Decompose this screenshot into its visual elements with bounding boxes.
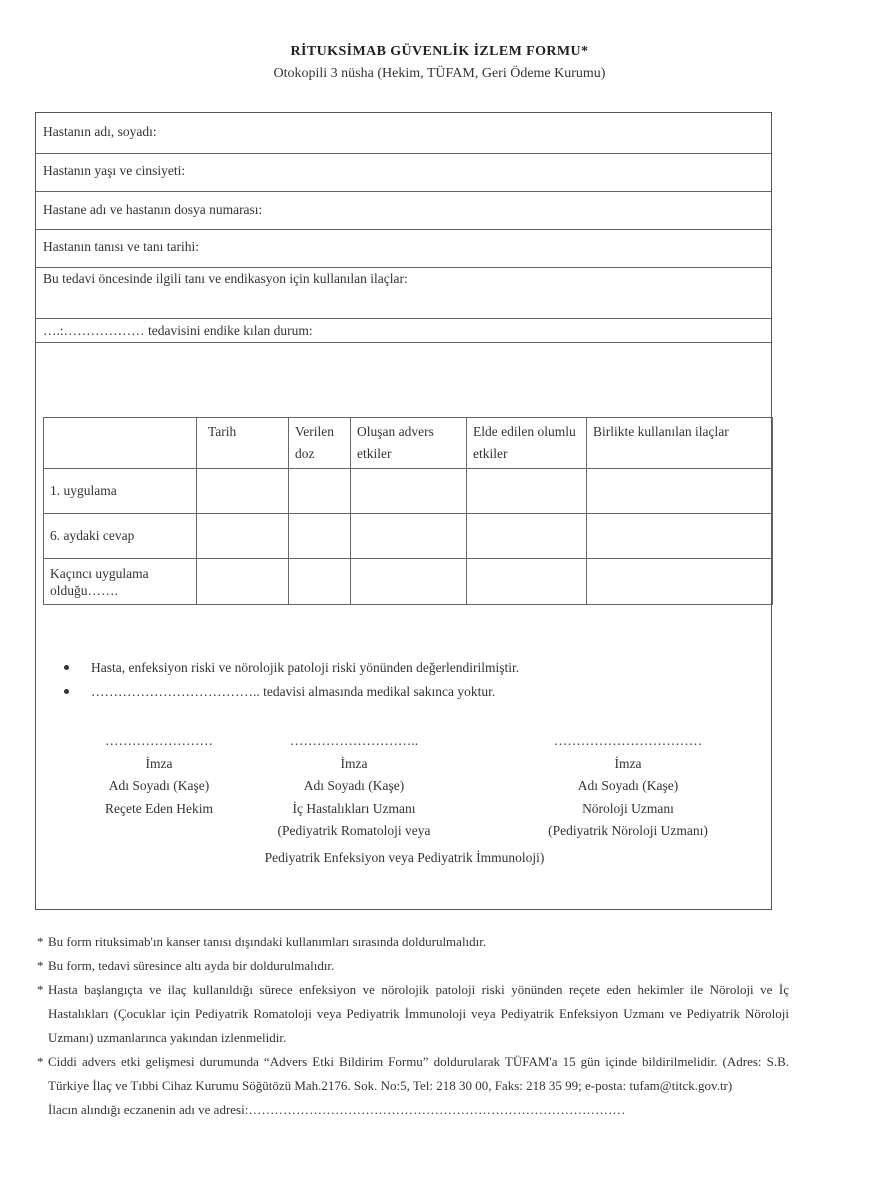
signature-label: İmza [145,755,173,771]
table-cell[interactable] [467,469,587,514]
table-cell[interactable] [351,469,467,514]
footnote-text: Hasta başlangıçta ve ilaç kullanıldığı sürece enfeksiyon ve nörolojik patoloji riski yönünden reçete eden hekimler ile Nöroloji ve İç Hastalıkları (Çocuklar için Pediyatrik Romatoloji veya Pediyatrik İmmunoloji veya Pediyatrik Enfeksiyon Uzmanı ve Pediyatrik Nöroloji Uzmanı) uzmanlarınca yakından izlenmelidir. [48,982,789,1045]
footnote [37,978,789,1050]
divider [36,318,771,319]
table-header-cell: Verilen doz [289,418,351,469]
field-age-sex[interactable]: Hastanın yaşı ve cinsiyeti: [43,163,186,178]
table-header-cell: Birlikte kullanılan ilaçlar [587,418,773,469]
signature-line[interactable]: …………………… [105,733,213,748]
name-stamp-label: Adı Soyadı (Kaşe) [108,778,210,793]
role-note: (Pediyatrik Nöroloji Uzmanı) [548,823,708,838]
table-cell[interactable] [587,559,773,605]
footnotes [37,930,789,1122]
signature-label: İmza [614,755,642,771]
table-cell[interactable] [467,514,587,559]
field-hospital-file[interactable]: Hastane adı ve hastanın dosya numarası: [43,202,263,217]
divider [36,191,771,192]
table-cell[interactable] [289,514,351,559]
divider [36,229,771,230]
signature-label: İmza [340,755,368,771]
signature-line[interactable]: …………………………… [553,733,703,748]
table-header-cell: Elde edilen olumlu etkiler [467,418,587,469]
asterisk: * [37,958,44,973]
table-cell[interactable] [197,469,289,514]
bullet-icon [64,689,69,694]
divider [36,153,771,154]
footnote-text: Bu form, tedavi süresince altı ayda bir doldurulmalıdır. [48,958,335,973]
signature-internal-medicine [264,730,444,843]
asterisk: * [37,1054,44,1069]
row-label: 1. uygulama [44,469,197,514]
footnote-text: Ciddi advers etki gelişmesi durumunda “Advers Etki Bildirim Formu” doldurularak TÜFAM'a 15 gün içinde bildirilmelidir. (Adres: S.B. Türkiye İlaç ve Tıbbi Cihaz Kurumu Söğütözü Mah.2176. Sok. No:5, Tel: 218 30 00, Faks: 218 35 99; e-posta: tufam@titck.gov.tr) [48,1054,789,1093]
treatment-table [43,417,773,605]
bullet-text: Hasta, enfeksiyon riski ve nörolojik patoloji riski yönünden değerlendirilmiştir. [91,660,520,675]
bullet-text: ……………………………….. tedavisi almasında medikal sakınca yoktur. [91,684,496,699]
table-cell[interactable] [467,559,587,605]
form-title: RİTUKSİMAB GÜVENLİK İZLEM FORMU* [290,44,589,59]
table-header-cell: Tarih [197,418,289,469]
form-frame [35,112,772,910]
asterisk: * [37,934,44,949]
signature-prescriber [74,730,244,820]
asterisk: * [37,982,44,997]
table-row [44,559,773,605]
divider [36,342,771,343]
table-cell[interactable] [351,559,467,605]
role-label: İç Hastalıkları Uzmanı [292,800,416,816]
signature-footer-note [36,847,773,870]
table-cell[interactable] [197,559,289,605]
field-patient-name[interactable]: Hastanın adı, soyadı: [43,124,157,139]
name-stamp-label: Adı Soyadı (Kaşe) [577,778,679,793]
footnote [37,954,789,978]
table-cell[interactable] [289,559,351,605]
field-diagnosis[interactable]: Hastanın tanısı ve tanı tarihi: [43,239,199,254]
name-stamp-label: Adı Soyadı (Kaşe) [303,778,405,793]
form-subtitle: Otokopili 3 nüsha (Hekim, TÜFAM, Geri Ödeme Kurumu) [273,66,606,81]
table-header-row [44,418,773,469]
table-header-cell: Oluşan advers etkiler [351,418,467,469]
table-row [44,469,773,514]
signature-neurology [518,730,738,843]
role-note: Pediyatrik Enfeksiyon veya Pediyatrik İmmunoloji) [264,850,545,865]
row-label: Kaçıncı uygulama olduğu……. [44,559,197,605]
table-cell[interactable] [587,514,773,559]
footnote [37,930,789,954]
footnote [37,1050,789,1098]
footnote-text: Bu form rituksimab'ın kanser tanısı dışındaki kullanımları sırasında doldurulmalıdır. [48,934,487,949]
table-header-cell [44,418,197,469]
field-indication[interactable]: ….:……………… tedavisini endike kılan durum: [43,323,313,338]
table-cell[interactable] [197,514,289,559]
divider [36,267,771,268]
table-cell[interactable] [587,469,773,514]
pharmacy-line[interactable]: İlacın alındığı eczanenin adı ve adresi:…………………………………………………………………………… [48,1102,626,1117]
table-cell[interactable] [289,469,351,514]
role-label: Reçete Eden Hekim [105,800,213,816]
signature-line[interactable]: ……………………….. [289,733,419,748]
row-label: 6. aydaki cevap [44,514,197,559]
role-note: (Pediyatrik Romatoloji veya [277,823,431,838]
field-previous-drugs[interactable]: Bu tedavi öncesinde ilgili tanı ve endikasyon için kullanılan ilaçlar: [43,271,408,286]
table-cell[interactable] [351,514,467,559]
bullet-icon [64,665,69,670]
role-label: Nöroloji Uzmanı [582,800,674,816]
table-row [44,514,773,559]
